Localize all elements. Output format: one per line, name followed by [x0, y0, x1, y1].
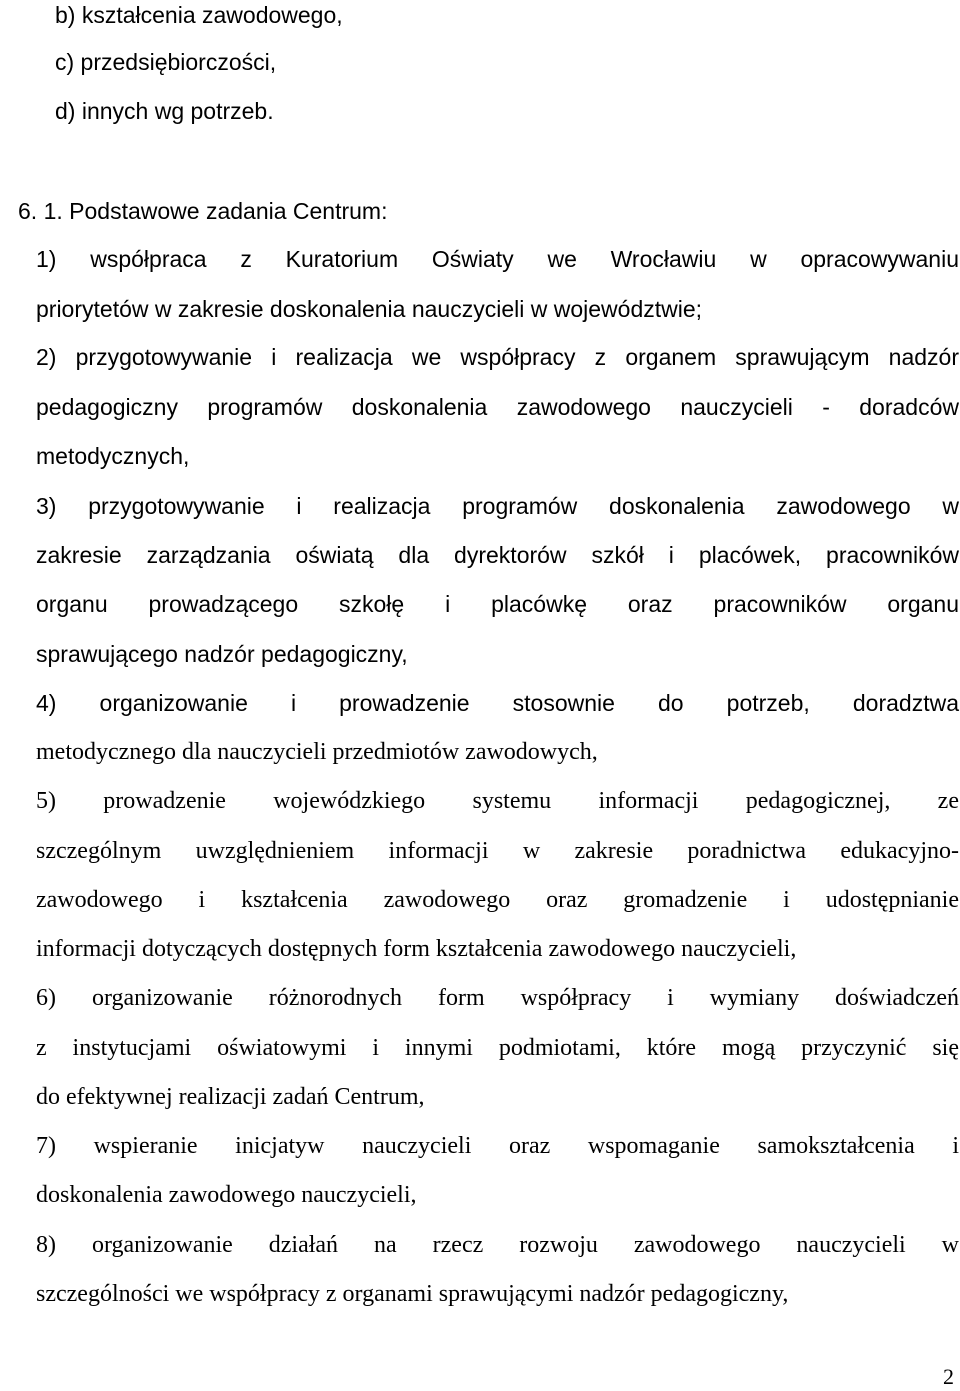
item-3-line-2: zakresie zarządzania oświatą dla dyrektorów szkół i placówek, pracowników: [36, 542, 959, 568]
item-5-line-3: zawodowego i kształcenia zawodowego oraz gromadzenie i udostępnianie: [36, 887, 959, 913]
section-heading: 6. 1. Podstawowe zadania Centrum:: [18, 198, 388, 224]
item-3-line-1: 3) przygotowywanie i realizacja programów doskonalenia zawodowego w: [36, 493, 959, 519]
item-7-line-1: 7) wspieranie inicjatyw nauczycieli oraz wspomaganie samokształcenia i: [36, 1133, 959, 1159]
item-4-line-2: metodycznego dla nauczycieli przedmiotów zawodowych,: [36, 739, 598, 765]
item-5-line-2: szczególnym uwzględnieniem informacji w zakresie poradnictwa edukacyjno-: [36, 838, 959, 864]
item-2-line-3: metodycznych,: [36, 443, 190, 469]
item-1-line-1: 1) współpraca z Kuratorium Oświaty we Wrocławiu w opracowywaniu: [36, 246, 959, 272]
item-6-line-3: do efektywnej realizacji zadań Centrum,: [36, 1084, 425, 1110]
item-5-line-1: 5) prowadzenie wojewódzkiego systemu informacji pedagogicznej, ze: [36, 788, 959, 814]
item-3-line-3: organu prowadzącego szkołę i placówkę oraz pracowników organu: [36, 591, 959, 617]
item-1-line-2: priorytetów w zakresie doskonalenia nauczycieli w województwie;: [36, 296, 703, 322]
list-item-c: c) przedsiębiorczości,: [55, 49, 277, 75]
item-6-line-1: 6) organizowanie różnorodnych form współpracy i wymiany doświadczeń: [36, 985, 959, 1011]
page-number: 2: [943, 1364, 954, 1389]
item-4-line-1: 4) organizowanie i prowadzenie stosownie do potrzeb, doradztwa: [36, 690, 959, 716]
item-7-line-2: doskonalenia zawodowego nauczycieli,: [36, 1182, 417, 1208]
item-3-line-4: sprawującego nadzór pedagogiczny,: [36, 641, 408, 667]
item-6-line-2: z instytucjami oświatowymi i innymi podmiotami, które mogą przyczynić się: [36, 1035, 959, 1061]
list-item-d: d) innych wg potrzeb.: [55, 98, 274, 124]
item-2-line-2: pedagogiczny programów doskonalenia zawodowego nauczycieli - doradców: [36, 394, 959, 420]
item-5-line-4: informacji dotyczących dostępnych form kształcenia zawodowego nauczycieli,: [36, 936, 797, 962]
item-2-line-1: 2) przygotowywanie i realizacja we współpracy z organem sprawującym nadzór: [36, 344, 959, 370]
item-8-line-2: szczególności we współpracy z organami sprawującymi nadzór pedagogiczny,: [36, 1281, 789, 1307]
item-8-line-1: 8) organizowanie działań na rzecz rozwoju zawodowego nauczycieli w: [36, 1232, 959, 1258]
list-item-b: b) kształcenia zawodowego,: [55, 2, 343, 28]
